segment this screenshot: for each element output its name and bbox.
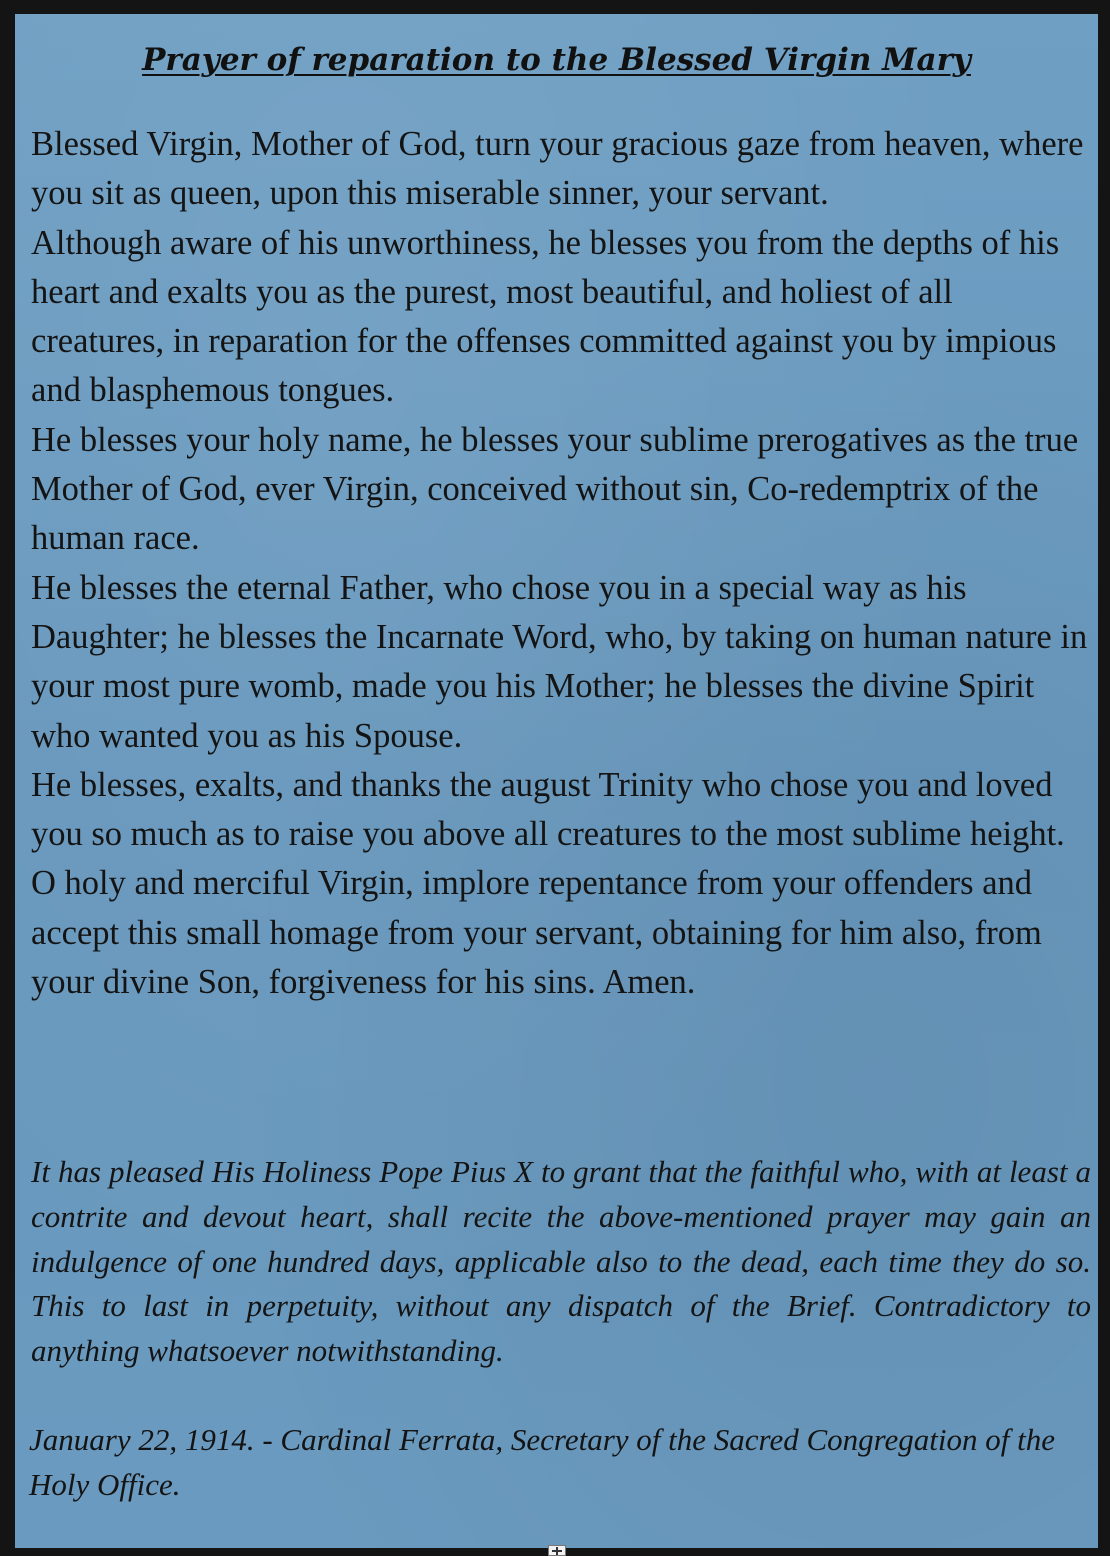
indulgence-note — [31, 1150, 1091, 1374]
prayer-paragraph-3: He blesses your holy name, he blesses your sublime prerogatives as the true Mother of God, ever Virgin, conceived without sin, Co-redemptrix of the human race. — [31, 420, 1079, 558]
signature-block — [29, 1418, 1091, 1508]
prayer-card — [15, 14, 1098, 1548]
prayer-paragraph-2: Although aware of his unworthiness, he blesses you from the depths of his heart and exalts you as the purest, most beautiful, and holiest of all creatures, in reparation for the offenses committed against you by impious and blasphemous tongues. — [31, 223, 1060, 410]
prayer-paragraph-1: Blessed Virgin, Mother of God, turn your gracious gaze from heaven, where you sit as queen, upon this miserable sinner, your servant. — [31, 125, 1084, 213]
prayer-title: Prayer of reparation to the Blessed Virgin Mary — [142, 42, 971, 78]
signature-text: January 22, 1914. - Cardinal Ferrata, Secretary of the Sacred Congregation of the Holy Office. — [29, 1422, 1056, 1502]
resize-handle-icon[interactable] — [548, 1545, 566, 1556]
prayer-paragraph-4: He blesses the eternal Father, who chose you in a special way as his Daughter; he blesses the Incarnate Word, who, by taking on human nature in your most pure womb, made you his Mother; he blesses the divine Spirit who wanted you as his Spouse. — [31, 568, 1088, 755]
prayer-paragraph-6: O holy and merciful Virgin, implore repentance from your offenders and accept this small homage from your servant, obtaining for him also, from your divine Son, forgiveness for his sins. Amen. — [31, 864, 1042, 1002]
prayer-paragraph-5: He blesses, exalts, and thanks the august Trinity who chose you and loved you so much as to raise you above all creatures to the most sublime height. — [31, 765, 1065, 854]
prayer-body — [31, 120, 1091, 1007]
indulgence-text: It has pleased His Holiness Pope Pius X to grant that the faithful who, with at least a contrite and devout heart, shall recite the above-mentioned prayer may gain an indulgence of one hundred days, applicable also to the dead, each time they do so. This to last in perpetuity, without any dispatch of the Brief. Contradictory to anything whatsoever notwithstanding. — [31, 1154, 1091, 1369]
